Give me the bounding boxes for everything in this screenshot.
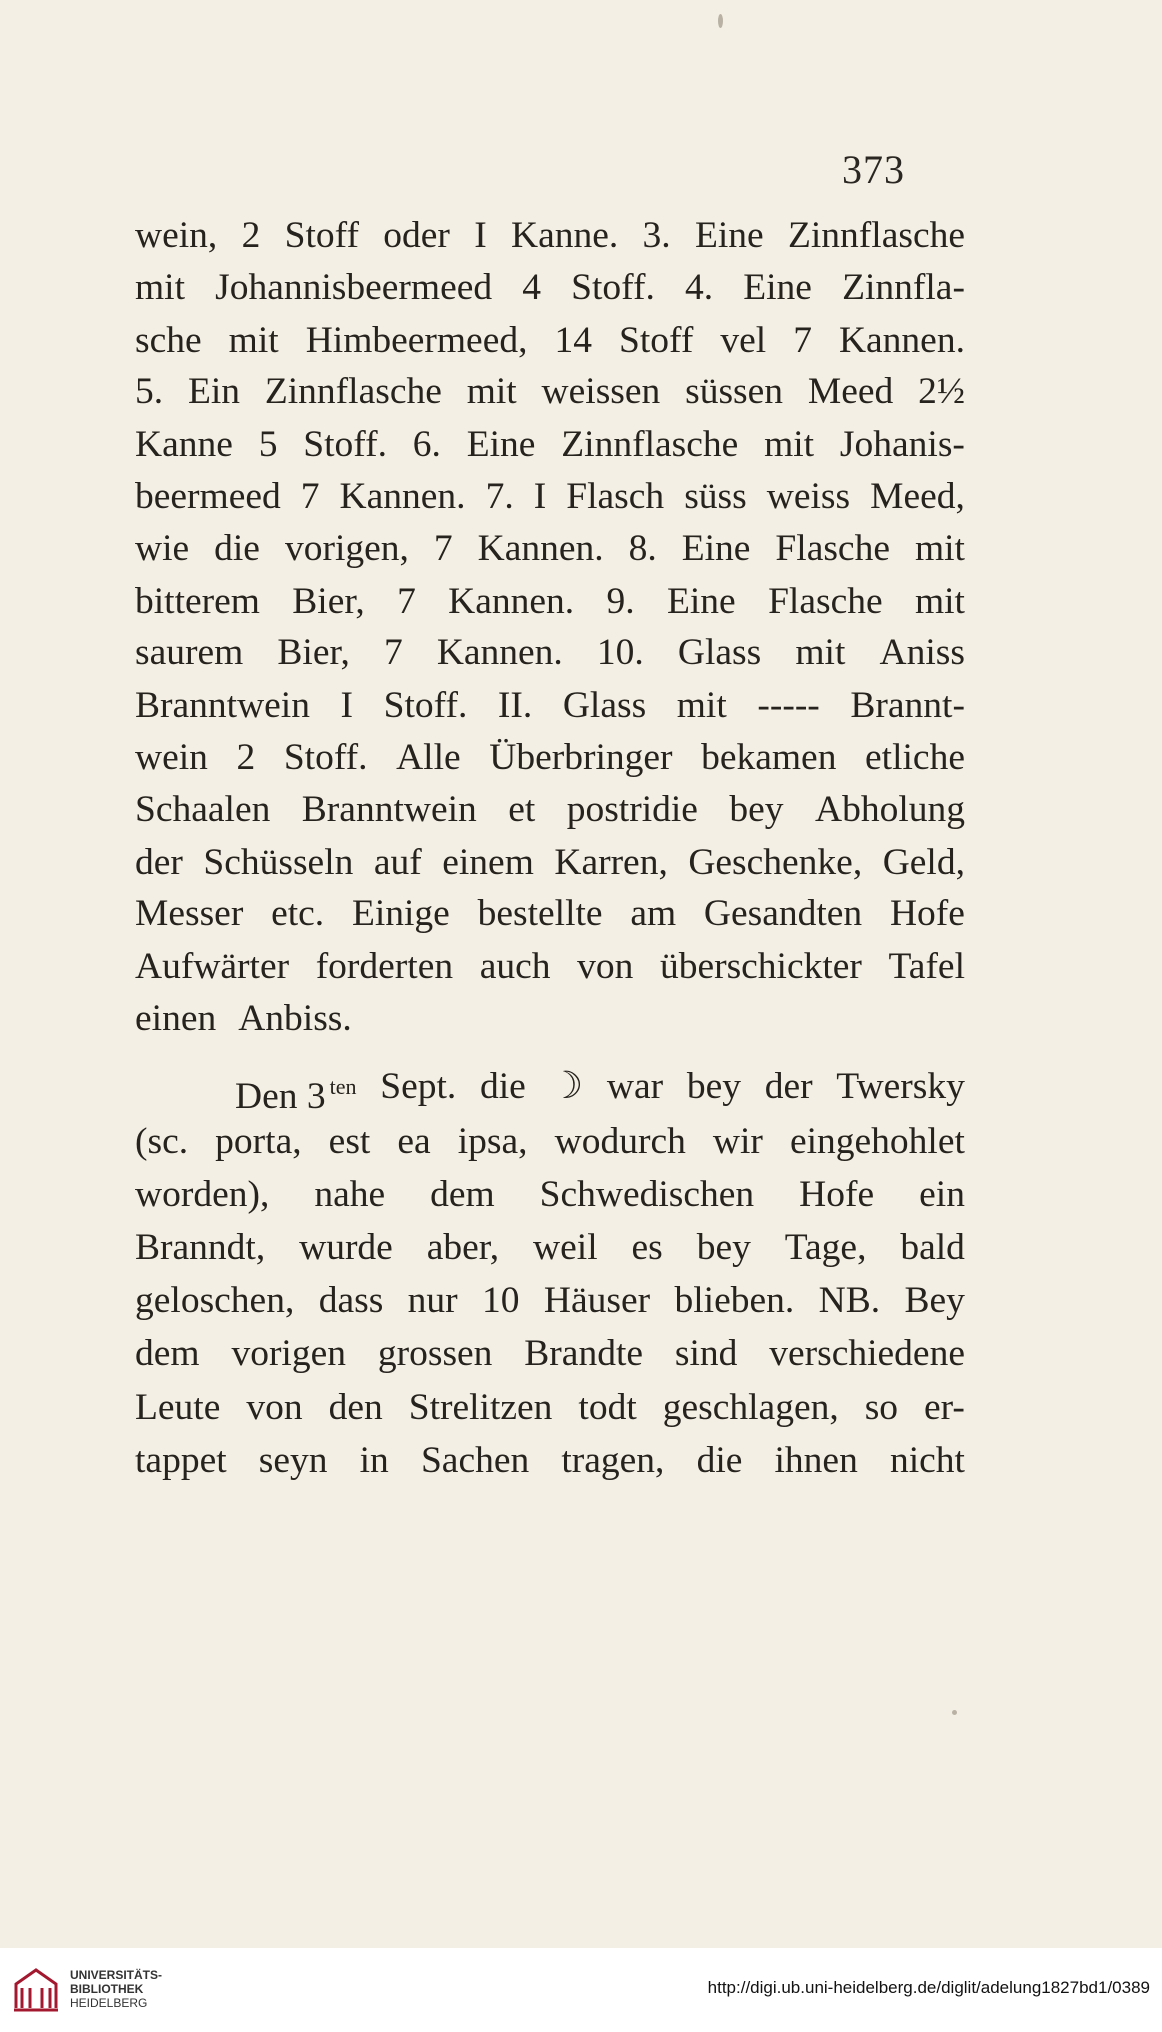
word: I bbox=[340, 685, 354, 727]
word: Stoff. bbox=[283, 737, 368, 778]
word: er- bbox=[924, 1386, 965, 1428]
text-line bbox=[135, 578, 965, 626]
word: Brandte bbox=[524, 1333, 644, 1375]
text-line bbox=[135, 1118, 965, 1166]
word: Strelitzen bbox=[408, 1386, 553, 1428]
word: etliche bbox=[865, 737, 965, 778]
word: oder bbox=[383, 215, 450, 256]
word: bald bbox=[900, 1227, 965, 1268]
paper-speck bbox=[952, 1710, 957, 1715]
word: forderten bbox=[315, 946, 454, 988]
word: bey bbox=[696, 1227, 751, 1268]
word: 7 bbox=[300, 476, 320, 517]
word: Schaalen bbox=[135, 788, 271, 830]
text-line bbox=[135, 786, 965, 834]
word: postridie bbox=[566, 788, 698, 830]
word: Johannisbeermeed bbox=[215, 266, 493, 308]
text-line bbox=[135, 1171, 965, 1219]
word: Tafel bbox=[888, 946, 965, 988]
word: in bbox=[359, 1439, 389, 1481]
word: es bbox=[631, 1227, 663, 1268]
word: Anbiss. bbox=[238, 998, 352, 1039]
word: verschiedene bbox=[769, 1333, 965, 1375]
word: nicht bbox=[889, 1439, 965, 1481]
word: 7. bbox=[485, 476, 514, 517]
word: 5 bbox=[258, 424, 278, 466]
word: dem bbox=[135, 1333, 200, 1375]
word: bitterem bbox=[135, 580, 260, 622]
text-line bbox=[135, 264, 965, 312]
word: Messer bbox=[135, 893, 244, 935]
text-line bbox=[135, 212, 965, 260]
word: Branndt, bbox=[135, 1227, 266, 1268]
word: mit bbox=[795, 632, 846, 674]
word: nur bbox=[407, 1280, 458, 1322]
word: tappet bbox=[135, 1439, 227, 1481]
word: 9. bbox=[606, 580, 635, 622]
word: Kannen. bbox=[838, 319, 965, 361]
word: mit bbox=[135, 266, 186, 308]
word: Stoff. bbox=[383, 685, 468, 727]
page-number: 373 bbox=[842, 147, 905, 192]
word: Bey bbox=[904, 1280, 965, 1322]
text-line bbox=[135, 682, 965, 730]
word: vorigen bbox=[231, 1333, 346, 1375]
text-line bbox=[135, 473, 965, 521]
word: süss bbox=[684, 476, 747, 517]
paper-speck bbox=[718, 14, 723, 28]
word: Bier, bbox=[277, 632, 350, 674]
word: die bbox=[696, 1439, 743, 1481]
word: Karren, bbox=[554, 841, 668, 883]
word: Flasch bbox=[566, 476, 665, 517]
word: est bbox=[328, 1120, 371, 1162]
word: dass bbox=[318, 1280, 384, 1322]
word: Zinnflasche bbox=[787, 215, 965, 256]
text-line bbox=[135, 1224, 965, 1272]
word: aber, bbox=[426, 1227, 500, 1268]
word: 2 bbox=[236, 737, 256, 778]
word: Meed bbox=[807, 371, 894, 413]
word: am bbox=[630, 893, 677, 935]
word: Brannt- bbox=[850, 685, 965, 727]
word: 7 bbox=[793, 319, 812, 361]
word: 4. bbox=[684, 266, 714, 308]
word: bestellte bbox=[477, 893, 603, 935]
word: ea bbox=[397, 1120, 431, 1162]
word: sind bbox=[674, 1333, 738, 1375]
word: Stoff. bbox=[303, 424, 387, 466]
word: wir bbox=[712, 1120, 763, 1162]
word: geloschen, bbox=[135, 1280, 295, 1322]
word: die bbox=[214, 527, 260, 569]
word: den bbox=[328, 1386, 383, 1428]
text-line bbox=[135, 317, 965, 365]
word: 8. bbox=[628, 527, 657, 569]
text-line bbox=[135, 890, 965, 938]
source-url[interactable]: http://digi.ub.uni-heidelberg.de/diglit/adelung1827bd1/0389 bbox=[707, 1978, 1150, 1997]
word: NB. bbox=[818, 1280, 881, 1322]
word: mit bbox=[466, 371, 517, 413]
word: porta, bbox=[215, 1120, 302, 1162]
word: der bbox=[764, 1065, 813, 1107]
text-line bbox=[135, 839, 965, 887]
word: Stoff bbox=[284, 215, 359, 256]
word: Einige bbox=[351, 893, 450, 935]
superscript: ten bbox=[329, 1073, 357, 1099]
word: Geld, bbox=[882, 841, 965, 883]
word: Glass bbox=[677, 632, 762, 674]
word: auch bbox=[479, 946, 551, 988]
word: saurem bbox=[135, 632, 244, 674]
word: auf bbox=[373, 841, 422, 883]
word: Eine bbox=[743, 266, 812, 308]
word: Zinnfla- bbox=[842, 266, 965, 308]
word: worden), bbox=[135, 1173, 270, 1215]
word: beermeed bbox=[135, 476, 281, 517]
word: war bbox=[606, 1065, 664, 1107]
word: grossen bbox=[377, 1333, 493, 1375]
text-line bbox=[135, 1330, 965, 1378]
word: (sc. bbox=[135, 1120, 189, 1162]
word: todt bbox=[578, 1386, 637, 1428]
word: ein bbox=[919, 1173, 965, 1215]
word: von bbox=[246, 1386, 303, 1428]
word: Twersky bbox=[836, 1065, 965, 1107]
word: Sachen bbox=[420, 1439, 530, 1481]
word: Stoff. bbox=[571, 266, 655, 308]
word: geschlagen, bbox=[662, 1386, 839, 1428]
word: Kanne. bbox=[510, 215, 619, 256]
word: wurde bbox=[299, 1227, 393, 1268]
word: Himbeermeed, bbox=[305, 319, 528, 361]
word: Kannen. bbox=[339, 476, 466, 517]
word: ----- bbox=[757, 685, 820, 727]
word: Tage, bbox=[784, 1227, 867, 1268]
word: et bbox=[508, 788, 536, 830]
footer-bar bbox=[0, 1948, 1162, 2032]
word: weil bbox=[533, 1227, 598, 1268]
word: bey bbox=[729, 788, 784, 830]
word: weiss bbox=[766, 476, 851, 517]
word: Hofe bbox=[799, 1173, 875, 1215]
word: die bbox=[479, 1065, 526, 1107]
word: mit bbox=[228, 319, 279, 361]
word: der bbox=[135, 841, 183, 883]
word: tragen, bbox=[561, 1439, 665, 1481]
word: Ein bbox=[187, 371, 241, 413]
word: Überbringer bbox=[489, 737, 673, 778]
word: wie bbox=[135, 527, 190, 569]
word: Alle bbox=[396, 737, 461, 778]
text-line bbox=[135, 1277, 965, 1325]
word: ihnen bbox=[774, 1439, 858, 1481]
word: Sept. bbox=[380, 1065, 457, 1107]
word: 4 bbox=[522, 266, 541, 308]
word: so bbox=[864, 1386, 899, 1428]
word: einem bbox=[442, 841, 534, 883]
word: 2 bbox=[241, 215, 261, 256]
word: mit bbox=[764, 424, 815, 466]
word: Abholung bbox=[814, 788, 965, 830]
text-line bbox=[235, 1063, 965, 1121]
word: Leute bbox=[135, 1386, 221, 1428]
word: etc. bbox=[271, 893, 325, 935]
word: Kannen. bbox=[448, 580, 575, 622]
text-line bbox=[135, 1384, 965, 1432]
word: blieben. bbox=[674, 1280, 795, 1322]
word: bey bbox=[686, 1065, 741, 1107]
word: Eine bbox=[666, 580, 736, 622]
word: Aniss bbox=[879, 632, 965, 674]
word: Geschenke, bbox=[688, 841, 863, 883]
word: Häuser bbox=[543, 1280, 651, 1322]
word: Zinnflasche bbox=[264, 371, 442, 413]
word: Aufwärter bbox=[135, 946, 290, 988]
word: 5. bbox=[135, 371, 164, 413]
word: Kanne bbox=[135, 424, 233, 466]
word: 14 bbox=[554, 319, 592, 361]
word: I bbox=[533, 476, 547, 517]
word: Den 3 $^{ten}$ bbox=[235, 1073, 357, 1117]
word: Kannen. bbox=[436, 632, 563, 674]
word: mit bbox=[676, 685, 727, 727]
word: Branntwein bbox=[135, 685, 310, 727]
word: süssen bbox=[685, 371, 784, 413]
word: 3. bbox=[642, 215, 671, 256]
word: Eine bbox=[694, 215, 764, 256]
word: bekamen bbox=[701, 737, 837, 778]
word: I bbox=[474, 215, 487, 256]
word: weissen bbox=[541, 371, 661, 413]
text-line bbox=[135, 368, 965, 416]
word: mit bbox=[914, 527, 965, 569]
institution-name: UNIVERSITÄTS- BIBLIOTHEK HEIDELBERG bbox=[70, 1968, 163, 2010]
word: Flasche bbox=[775, 527, 890, 569]
word: Hofe bbox=[889, 893, 965, 935]
word: Branntwein bbox=[301, 788, 477, 830]
word: Bier, bbox=[292, 580, 365, 622]
word: Johanis- bbox=[839, 424, 965, 466]
word: Kannen. bbox=[477, 527, 604, 569]
word: Glass bbox=[562, 685, 647, 727]
text-line bbox=[135, 629, 965, 677]
word: eingehohlet bbox=[789, 1120, 965, 1162]
word: ☽ bbox=[549, 1065, 584, 1107]
word: Flasche bbox=[768, 580, 883, 622]
word: vorigen, bbox=[284, 527, 409, 569]
word: Gesandten bbox=[703, 893, 863, 935]
word: dem bbox=[430, 1173, 495, 1215]
word: 10 bbox=[482, 1280, 520, 1322]
word: Meed, bbox=[870, 476, 965, 517]
word: 7 bbox=[383, 632, 403, 674]
word: Stoff bbox=[619, 319, 694, 361]
word: Eine bbox=[681, 527, 751, 569]
word: 6. bbox=[412, 424, 441, 466]
word: wein bbox=[135, 737, 208, 778]
word: 2½ bbox=[918, 371, 965, 413]
word: wodurch bbox=[554, 1120, 686, 1162]
word: seyn bbox=[258, 1439, 328, 1481]
word: vel bbox=[720, 319, 767, 361]
text-line bbox=[135, 1437, 965, 1485]
word: nahe bbox=[314, 1173, 386, 1215]
word: von bbox=[577, 946, 634, 988]
word: 7 bbox=[433, 527, 453, 569]
text-line bbox=[135, 525, 965, 573]
word: 7 bbox=[397, 580, 416, 622]
word: überschickter bbox=[659, 946, 862, 988]
text-line bbox=[135, 421, 965, 469]
word: einen bbox=[135, 998, 217, 1039]
word: sche bbox=[135, 319, 202, 361]
word: Eine bbox=[466, 424, 536, 466]
word: II. bbox=[497, 685, 533, 727]
text-line bbox=[135, 734, 965, 782]
word: Schwedischen bbox=[539, 1173, 755, 1215]
word: Zinnflasche bbox=[561, 424, 739, 466]
text-line bbox=[135, 943, 965, 991]
word: wein, bbox=[135, 215, 218, 256]
word: 10. bbox=[596, 632, 644, 674]
word: mit bbox=[914, 580, 965, 622]
text-line bbox=[135, 995, 965, 1043]
word: ipsa, bbox=[457, 1120, 528, 1162]
library-logo-icon bbox=[10, 1964, 62, 2016]
word: Schüsseln bbox=[203, 841, 354, 883]
